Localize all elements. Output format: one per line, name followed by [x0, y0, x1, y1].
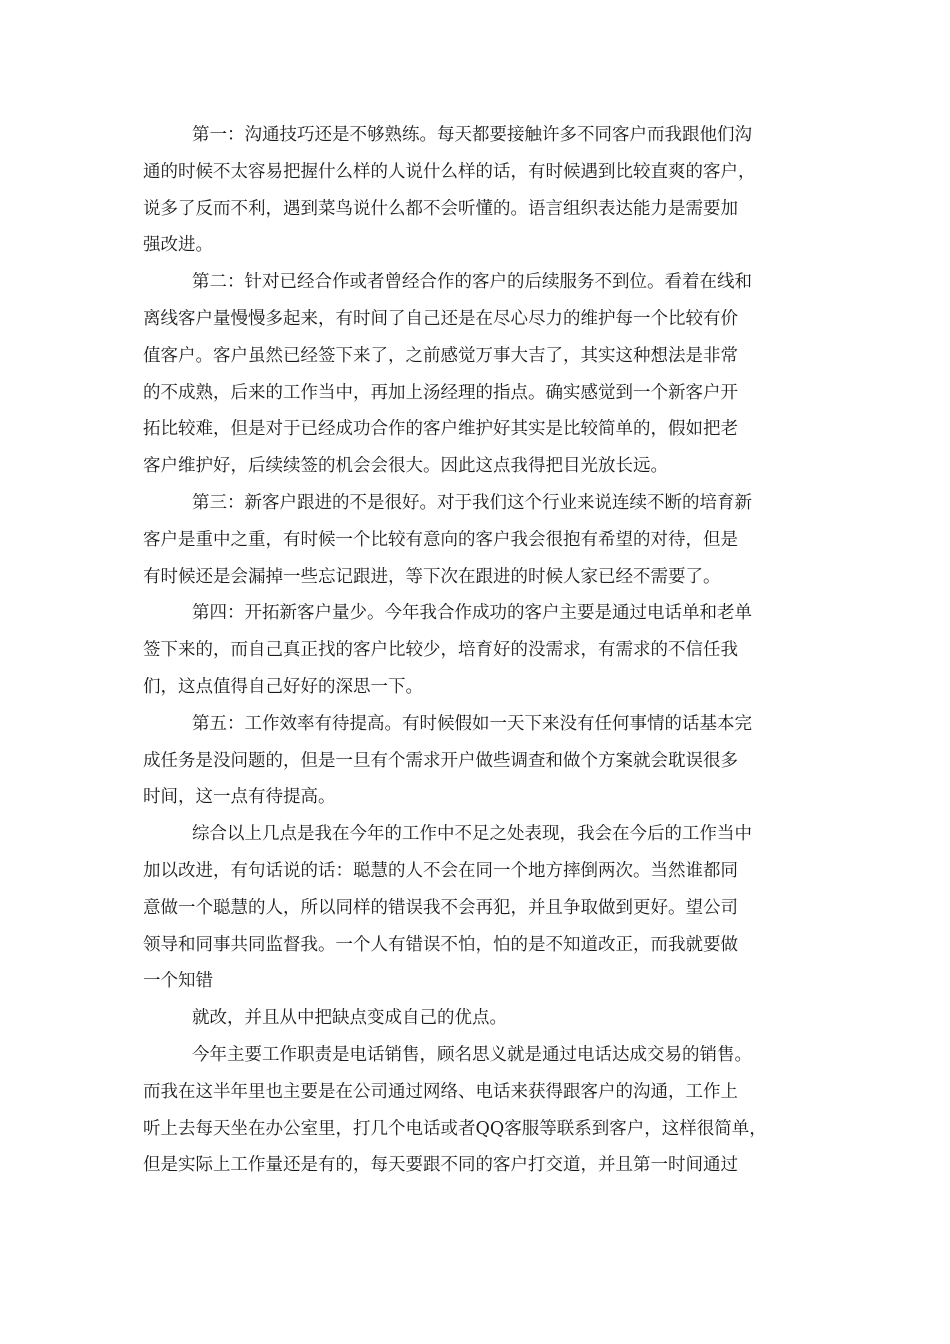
paragraph-line: 签下来的，而自己真正找的客户比较少，培育好的没需求，有需求的不信任我	[143, 640, 738, 661]
paragraph-6	[143, 816, 813, 1000]
document-body	[143, 117, 813, 1184]
paragraph-line: 离线客户量慢慢多起来，有时间了自己还是在尽心尽力的维护每一个比较有价	[143, 308, 738, 329]
paragraph-line: 意做一个聪慧的人，所以同样的错误我不会再犯，并且争取做到更好。望公司	[143, 897, 738, 918]
paragraph-line: 第三：新客户跟进的不是很好。对于我们这个行业来说连续不断的培育新	[192, 492, 752, 513]
paragraph-line: 第一：沟通技巧还是不够熟练。每天都要接触许多不同客户而我跟他们沟	[192, 125, 752, 145]
paragraph-line: 值客户。客户虽然已经签下来了，之前感觉万事大吉了，其实这种想法是非常	[143, 345, 738, 366]
paragraph-line: 们，这点值得自己好好的深思一下。	[143, 676, 423, 697]
paragraph-line: 听上去每天坐在办公室里，打几个电话或者QQ客服等联系到客户，这样很简单，	[143, 1118, 767, 1139]
paragraph-line: 领导和同事共同监督我。一个人有错误不怕，怕的是不知道改正，而我就要做	[143, 934, 738, 955]
paragraph-line: 加以改进，有句话说的话：聪慧的人不会在同一个地方摔倒两次。当然谁都同	[143, 860, 738, 881]
paragraph-line: 拓比较难，但是对于已经成功合作的客户维护好其实是比较简单的，假如把老	[143, 419, 738, 440]
paragraph-line: 第四：开拓新客户量少。今年我合作成功的客户主要是通过电话单和老单	[192, 603, 752, 624]
paragraph-line: 一个知错	[143, 971, 213, 992]
paragraph-line: 就改，并且从中把缺点变成自己的优点。	[192, 1008, 507, 1029]
paragraph-line: 综合以上几点是我在今年的工作中不足之处表现，我会在今后的工作当中	[192, 824, 752, 845]
paragraph-line: 成任务是没问题的，但是一旦有个需求开户做些调查和做个方案就会耽误很多	[143, 750, 738, 771]
paragraph-line: 今年主要工作职责是电话销售，顾名思义就是通过电话达成交易的销售。	[192, 1044, 752, 1065]
paragraph-line: 有时候还是会漏掉一些忘记跟进，等下次在跟进的时候人家已经不需要了。	[143, 566, 721, 587]
paragraph-line: 的不成熟，后来的工作当中，再加上汤经理的指点。确实感觉到一个新客户开	[143, 382, 738, 403]
paragraph-line: 第五：工作效率有待提高。有时候假如一天下来没有任何事情的话基本完	[192, 713, 752, 734]
paragraph-line: 而我在这半年里也主要是在公司通过网络、电话来获得跟客户的沟通，工作上	[143, 1081, 738, 1102]
paragraph-line: 但是实际上工作量还是有的，每天要跟不同的客户打交道，并且第一时间通过	[143, 1155, 738, 1176]
paragraph-3	[143, 485, 813, 595]
paragraph-line: 客户是重中之重，有时候一个比较有意向的客户我会很抱有希望的对待，但是	[143, 529, 738, 550]
paragraph-4	[143, 595, 813, 705]
paragraph-5	[143, 706, 813, 816]
paragraph-2	[143, 264, 813, 485]
paragraph-7	[143, 1000, 813, 1037]
paragraph-8	[143, 1037, 813, 1184]
paragraph-line: 说多了反而不利，遇到菜鸟说什么都不会听懂的。语言组织表达能力是需要加	[143, 198, 738, 219]
paragraph-line: 通的时候不太容易把握什么样的人说什么样的话，有时候遇到比较直爽的客户，	[143, 161, 756, 182]
paragraph-line: 时间，这一点有待提高。	[143, 787, 336, 808]
paragraph-1	[143, 117, 813, 264]
paragraph-line: 强改进。	[143, 235, 213, 256]
paragraph-line: 客户维护好，后续续签的机会会很大。因此这点我得把目光放长远。	[143, 456, 668, 477]
paragraph-line: 第二：针对已经合作或者曾经合作的客户的后续服务不到位。看着在线和	[192, 272, 752, 293]
